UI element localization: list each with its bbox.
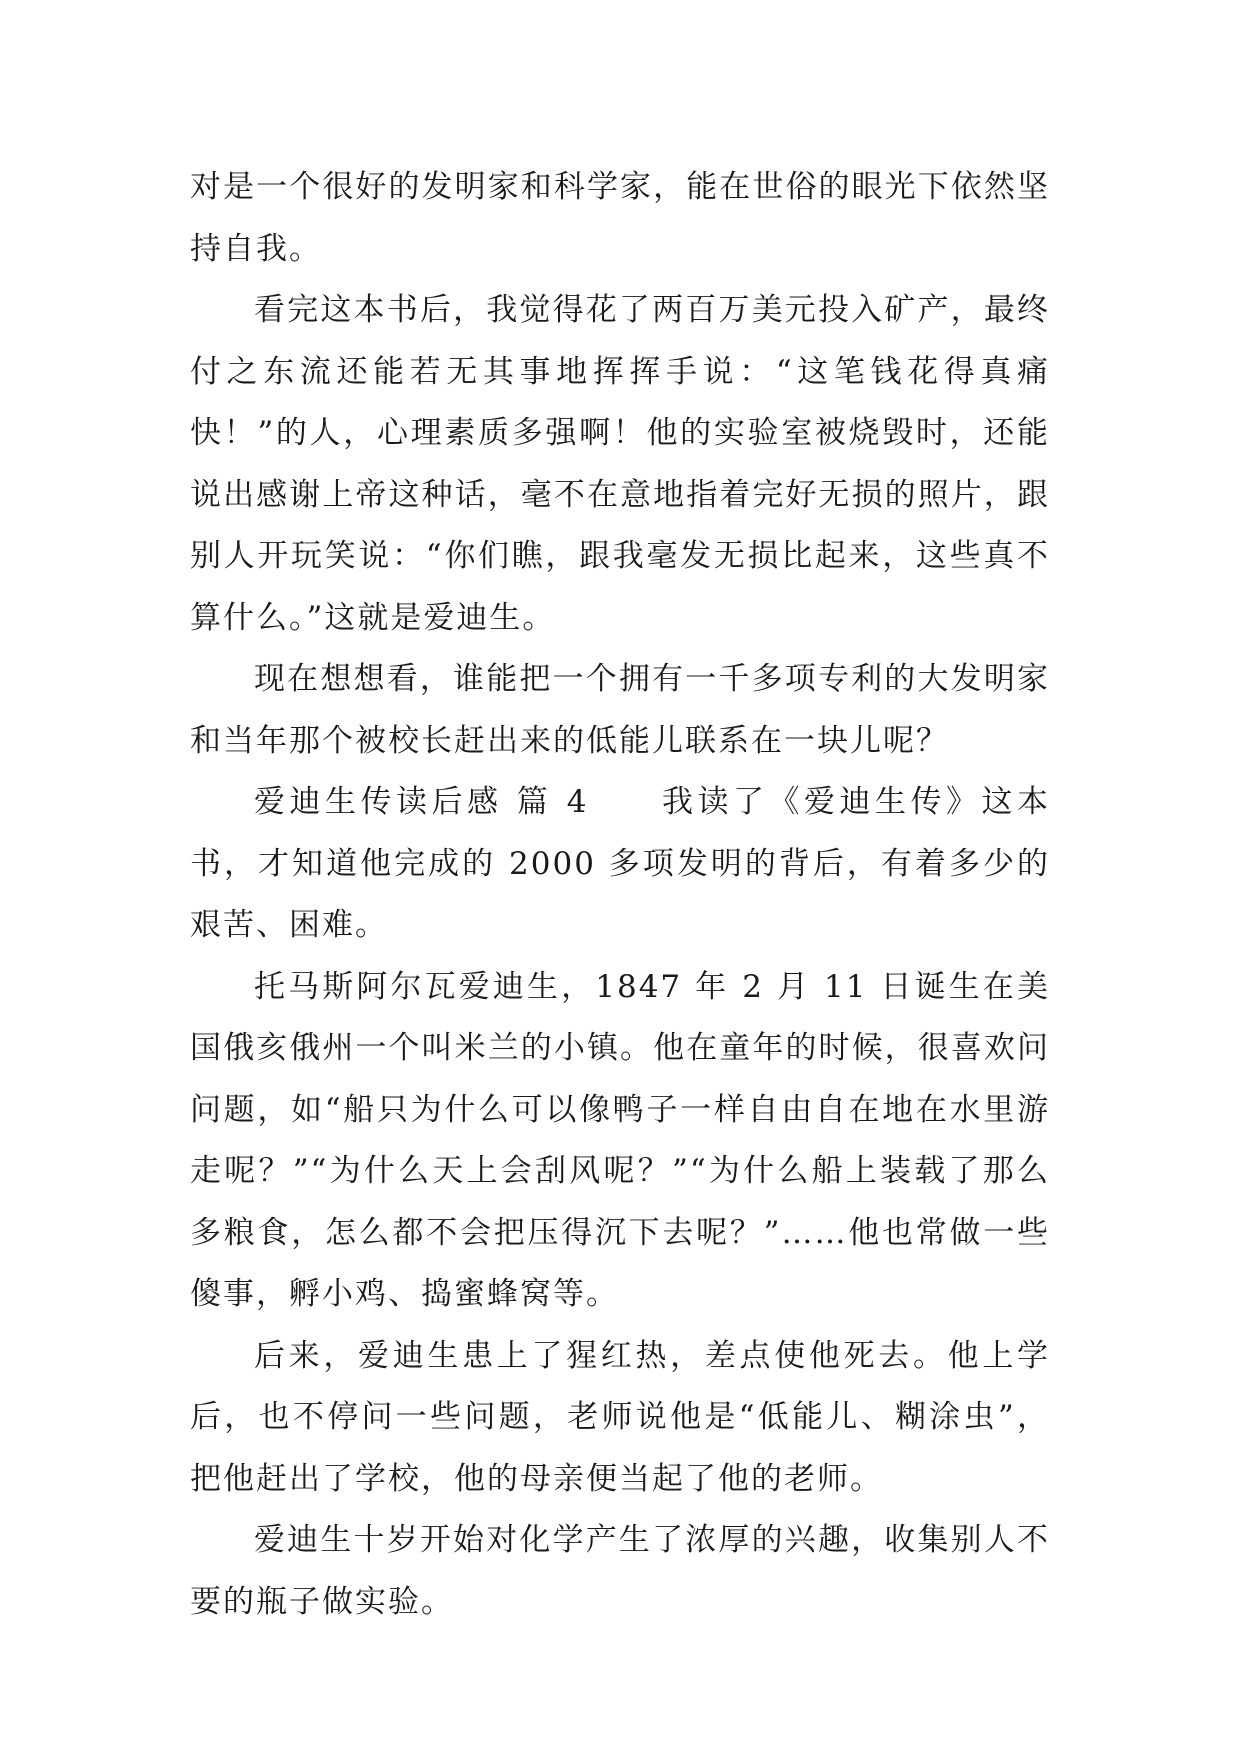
paragraph: 现在想想看，谁能把一个拥有一千多项专利的大发明家和当年那个被校长赶出来的低能儿联系在一块儿呢？ xyxy=(190,661,1050,759)
paragraph-section-heading: 爱迪生传读后感 篇 4 我读了《爱迪生传》这本书，才知道他完成的 2000 多项发明的背后，有着多少的艰苦、困难。 xyxy=(190,784,1050,943)
paragraph: 看完这本书后，我觉得花了两百万美元投入矿产，最终付之东流还能若无其事地挥挥手说：“这笔钱花得真痛快！”的人，心理素质多强啊！他的实验室被烧毁时，还能说出感谢上帝这种话，毫不在意地指着完好无损的照片，跟别人开玩笑说：“你们瞧，跟我毫发无损比起来，这些真不算什么。”这就是爱迪生。 xyxy=(190,292,1050,636)
paragraph: 托马斯阿尔瓦爱迪生，1847 年 2 月 11 日诞生在美国俄亥俄州一个叫米兰的小镇。他在童年的时候，很喜欢问问题，如“船只为什么可以像鸭子一样自由自在地在水里游走呢？”“为什么天上会刮风呢？”“为什么船上装载了那么多粮食，怎么都不会把压得沉下去呢？”……他也常做一些傻事，孵小鸡、捣蜜蜂窝等。 xyxy=(190,968,1050,1312)
paragraph-continuation: 对是一个很好的发明家和科学家，能在世俗的眼光下依然坚持自我。 xyxy=(190,169,1050,267)
paragraph: 爱迪生十岁开始对化学产生了浓厚的兴趣，收集别人不要的瓶子做实验。 xyxy=(190,1522,1050,1620)
paragraph: 后来，爱迪生患上了猩红热，差点使他死去。他上学后，也不停问一些问题，老师说他是“低能儿、糊涂虫”，把他赶出了学校，他的母亲便当起了他的老师。 xyxy=(190,1337,1050,1497)
body-text xyxy=(190,157,1050,1633)
